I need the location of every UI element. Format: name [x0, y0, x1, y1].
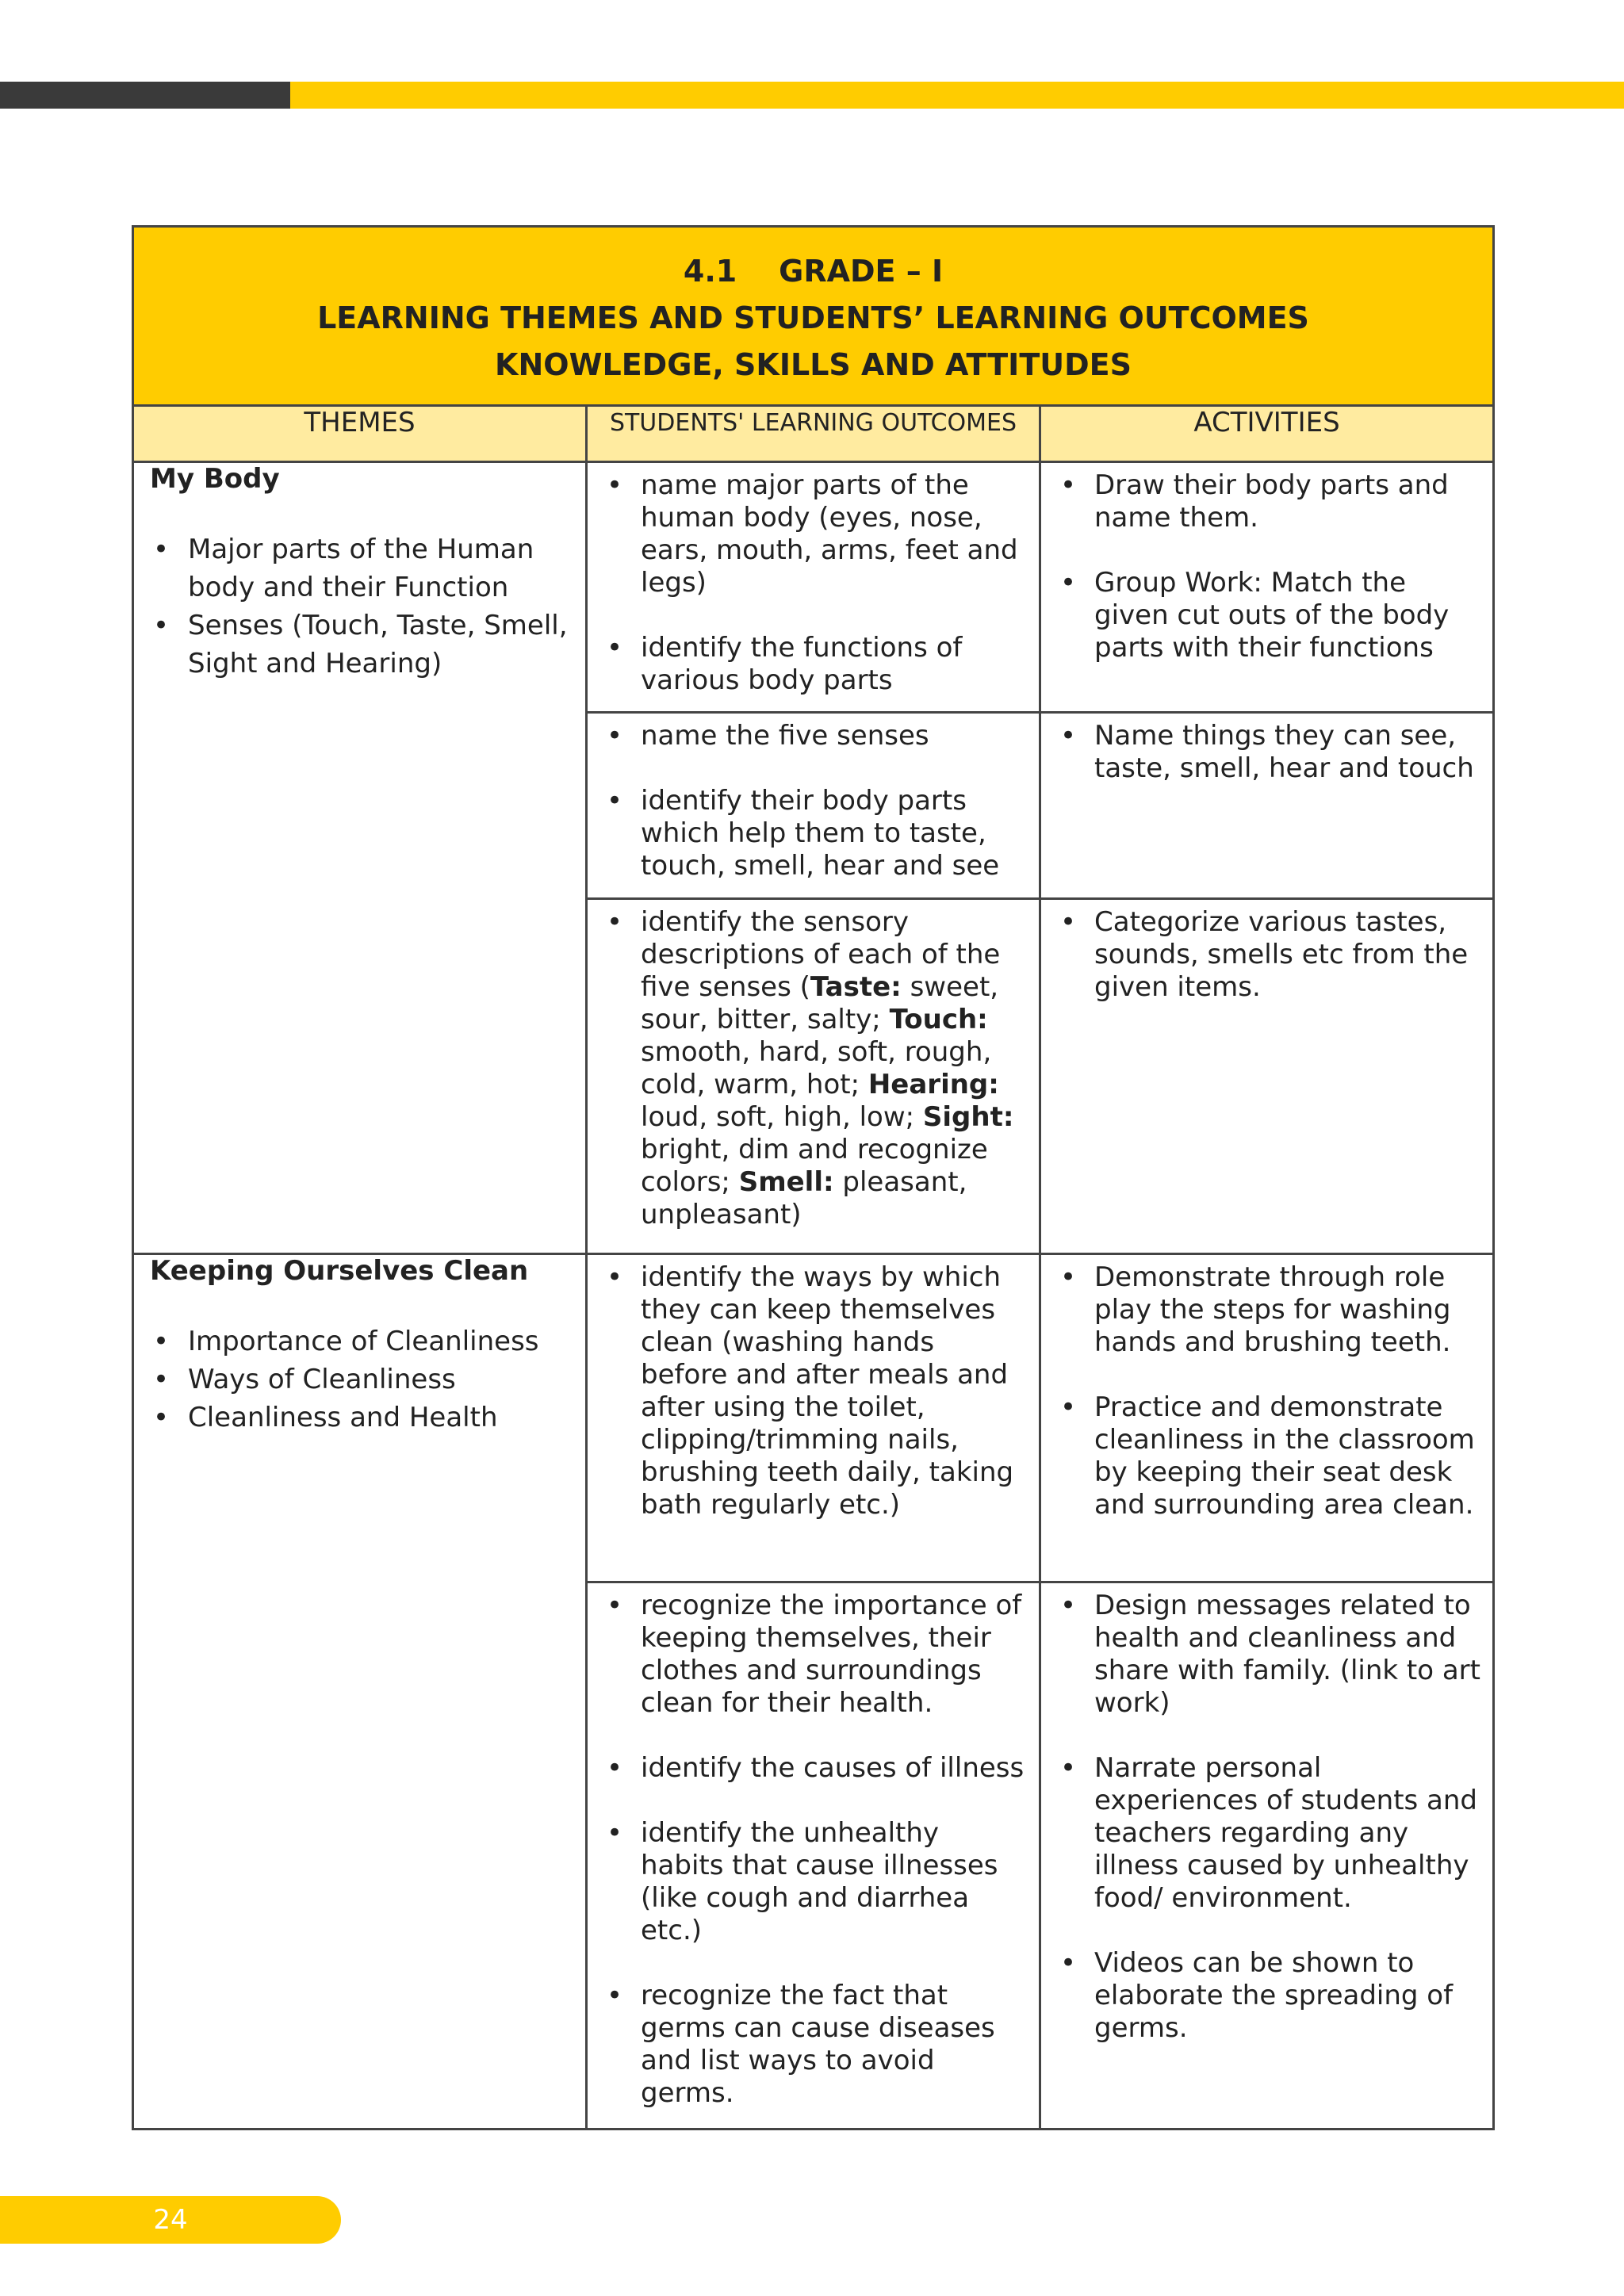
outcomes-cell: [587, 1582, 1040, 2130]
outcomes-cell: [587, 1254, 1040, 1582]
list-item: • recognize the importance of keeping themselves, their clothes and surroundings clean for their health.: [599, 1590, 1028, 1720]
list-item: • identify their body parts which help them to taste, touch, smell, hear and see: [599, 785, 1028, 882]
grade-heading: 4.1 GRADE – I: [683, 254, 944, 289]
page-number-badge: [0, 2196, 341, 2244]
page-number: 24: [153, 2204, 188, 2236]
sight-label: Sight:: [922, 1101, 1014, 1133]
touch-text: smooth, hard, soft, rough, cold, warm, hot;: [641, 1036, 992, 1100]
list-item: • identify the causes of illness: [599, 1752, 1028, 1785]
outcomes-cell: [587, 899, 1040, 1254]
top-bar-yellow-segment: [290, 82, 1624, 109]
sight-text: bright, dim and recognize colors;: [641, 1134, 988, 1198]
theme-subtopics: [150, 530, 569, 683]
column-header-activities: ACTIVITIES: [1040, 406, 1494, 462]
taste-label: Taste:: [810, 971, 902, 1003]
activities-cell: [1040, 713, 1494, 899]
list-item: • Draw their body parts and name them.: [1052, 469, 1481, 534]
list-item: • Group Work: Match the given cut outs of the body parts with their functions: [1052, 567, 1481, 664]
list-item: • identify the functions of various body parts: [599, 632, 1028, 697]
hearing-label: Hearing:: [868, 1069, 999, 1100]
activities-cell: [1040, 462, 1494, 713]
theme-cell-my-body: [133, 462, 587, 1254]
list-item: • Categorize various tastes, sounds, smells etc from the given items.: [1052, 906, 1481, 1004]
list-item: • Major parts of the Human body and their Function: [150, 530, 569, 607]
theme-title: Keeping Ourselves Clean: [150, 1255, 529, 1287]
top-bar-dark-segment: [0, 82, 290, 109]
taste-text: sweet, sour, bitter, salty;: [641, 971, 999, 1035]
smell-text: pleasant, unpleasant): [641, 1166, 967, 1230]
list-item: • Design messages related to health and cleanliness and share with family. (link to art work): [1052, 1590, 1481, 1720]
table-subtitle: KNOWLEDGE, SKILLS AND ATTITUDES: [495, 347, 1132, 382]
theme-cell-keeping-clean: [133, 1254, 587, 2130]
list-item: • Senses (Touch, Taste, Smell, Sight and Hearing): [150, 607, 569, 683]
table-title-block: [133, 227, 1494, 406]
activities-cell: [1040, 1582, 1494, 2130]
list-item: • Name things they can see, taste, smell, hear and touch: [1052, 720, 1481, 785]
list-item: • Importance of Cleanliness: [150, 1322, 569, 1360]
list-item: • name major parts of the human body (eyes, nose, ears, mouth, arms, feet and legs): [599, 469, 1028, 599]
table-title: LEARNING THEMES AND STUDENTS’ LEARNING OUTCOMES: [317, 300, 1309, 335]
list-item: • Narrate personal experiences of students and teachers regarding any illness caused by unhealthy food/ environment.: [1052, 1752, 1481, 1915]
list-item: • Videos can be shown to elaborate the spreading of germs.: [1052, 1947, 1481, 2045]
touch-label: Touch:: [889, 1004, 988, 1035]
list-item: • name the five senses: [599, 720, 1028, 752]
list-item: • Cleanliness and Health: [150, 1399, 569, 1437]
list-item: • Practice and demonstrate cleanliness in the classroom by keeping their seat desk and surrounding area clean.: [1052, 1391, 1481, 1521]
list-item: • identify the unhealthy habits that cause illnesses (like cough and diarrhea etc.): [599, 1817, 1028, 1947]
activities-cell: [1040, 1254, 1494, 1582]
list-item: [599, 906, 1028, 1231]
sense-intro: identify the sensory descriptions of each of the five senses (: [641, 906, 1001, 1003]
outcomes-cell: [587, 713, 1040, 899]
hearing-text: loud, soft, high, low;: [641, 1101, 923, 1133]
list-item: • Demonstrate through role play the steps for washing hands and brushing teeth.: [1052, 1261, 1481, 1359]
column-header-themes: THEMES: [133, 406, 587, 462]
activities-cell: [1040, 899, 1494, 1254]
list-item: • identify the ways by which they can keep themselves clean (washing hands before and after meals and after using the toilet, clipping/trimming nails, brushing teeth daily, taking bath regularly etc.): [599, 1261, 1028, 1521]
smell-label: Smell:: [738, 1166, 834, 1198]
column-header-row: [133, 406, 1494, 462]
column-header-outcomes: STUDENTS' LEARNING OUTCOMES: [587, 406, 1040, 462]
learning-outcomes-table: [132, 225, 1495, 2130]
list-item: • Ways of Cleanliness: [150, 1360, 569, 1399]
theme-subtopics: [150, 1322, 569, 1437]
table-row: [133, 462, 1494, 713]
theme-title: My Body: [150, 463, 280, 495]
list-item: • recognize the fact that germs can cause diseases and list ways to avoid germs.: [599, 1980, 1028, 2110]
outcomes-cell: [587, 462, 1040, 713]
table-row: [133, 1254, 1494, 1582]
